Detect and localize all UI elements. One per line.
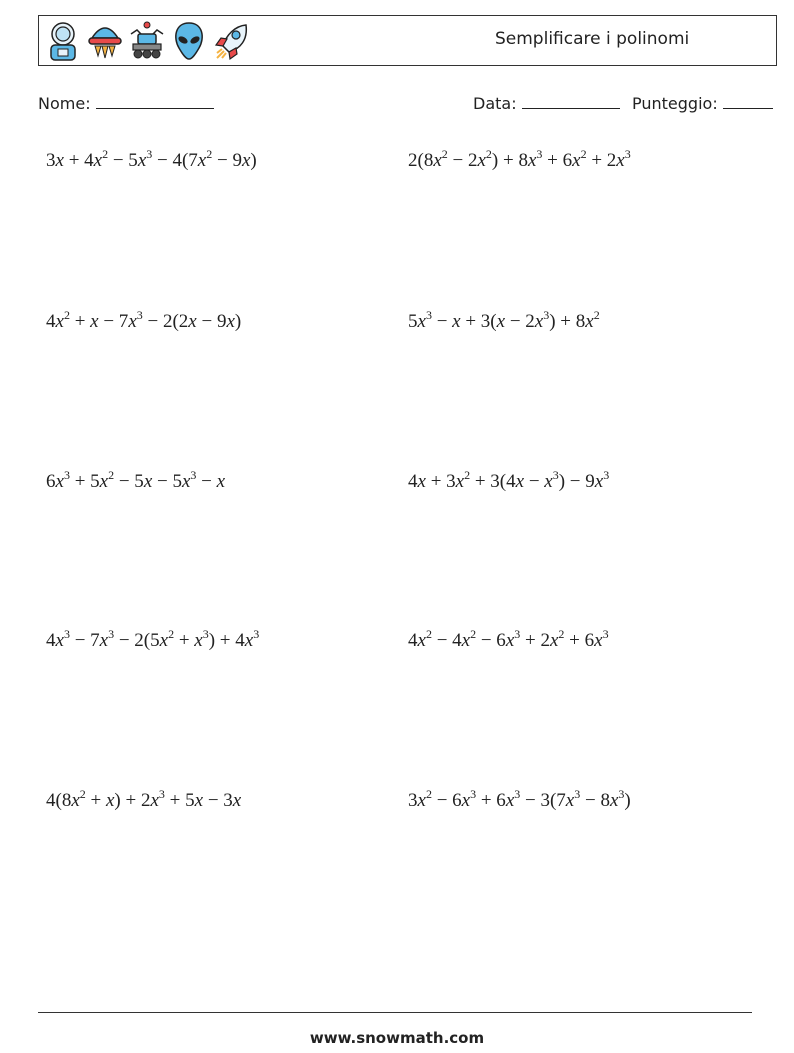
rover-icon xyxy=(129,20,165,62)
worksheet-title: Semplificare i polinomi xyxy=(495,29,690,49)
worksheet-header xyxy=(38,15,777,66)
ufo-icon xyxy=(87,20,123,62)
date-blank[interactable] xyxy=(522,94,620,109)
problem: $5x^3 - x + 3(x - 2x^3) + 8x^2$ xyxy=(408,308,600,332)
problem: $4x^3 - 7x^3 - 2(5x^2 + x^3) + 4x^3$ xyxy=(46,627,260,651)
problem: $6x^3 + 5x^2 - 5x - 5x^3 - x$ xyxy=(46,468,226,492)
score-field[interactable] xyxy=(632,94,773,113)
problem: $3x + 4x^2 - 5x^3 - 4(7x^2 - 9x)$ xyxy=(46,147,257,171)
date-label: Data: xyxy=(473,94,517,113)
problem: $4x^2 - 4x^2 - 6x^3 + 2x^2 + 6x^3$ xyxy=(408,627,609,651)
icon-strip xyxy=(45,20,249,62)
problem: $2(8x^2 - 2x^2) + 8x^3 + 6x^2 + 2x^3$ xyxy=(408,147,631,171)
astronaut-icon xyxy=(45,20,81,62)
score-label: Punteggio: xyxy=(632,94,718,113)
date-field[interactable] xyxy=(473,94,620,113)
footer-divider xyxy=(38,1012,752,1013)
alien-icon xyxy=(171,20,207,62)
name-blank[interactable] xyxy=(96,94,214,109)
footer-website[interactable]: www.snowmath.com xyxy=(309,1029,485,1047)
problem: $4x^2 + x - 7x^3 - 2(2x - 9x)$ xyxy=(46,308,242,332)
name-label: Nome: xyxy=(38,94,91,113)
problem: $4(8x^2 + x) + 2x^3 + 5x - 3x$ xyxy=(46,787,242,811)
rocket-icon xyxy=(213,20,249,62)
score-blank[interactable] xyxy=(723,94,773,109)
name-field[interactable] xyxy=(38,94,214,113)
problem: $3x^2 - 6x^3 + 6x^3 - 3(7x^3 - 8x^3)$ xyxy=(408,787,631,811)
problem: $4x + 3x^2 + 3(4x - x^3) - 9x^3$ xyxy=(408,468,610,492)
